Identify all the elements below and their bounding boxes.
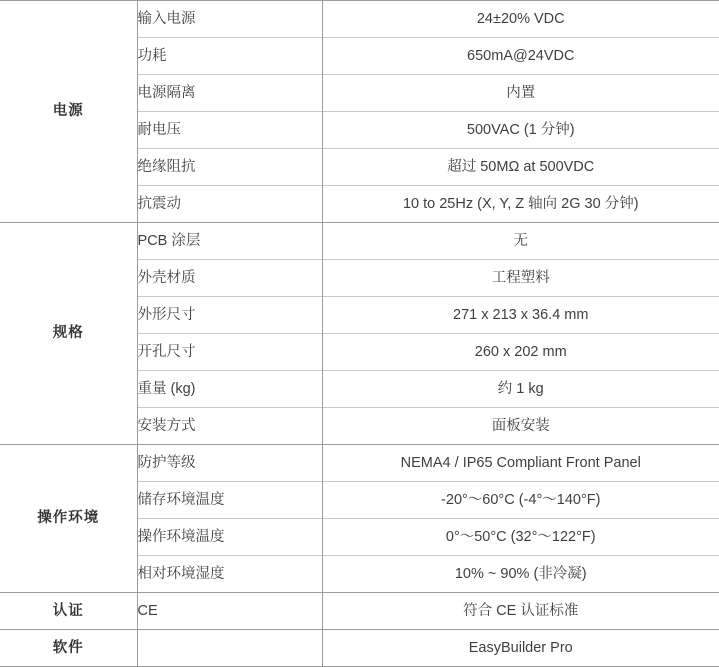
spec-value: 内置 [322,75,719,112]
spec-value: 260 x 202 mm [322,334,719,371]
spec-item: 外形尺寸 [137,297,322,334]
spec-item: CE [137,593,322,630]
spec-item: 功耗 [137,38,322,75]
spec-item: 电源隔离 [137,75,322,112]
spec-item: 抗震动 [137,186,322,223]
table-row [0,593,719,630]
spec-value: 面板安装 [322,408,719,445]
spec-value: 500VAC (1 分钟) [322,112,719,149]
spec-item: 重量 (kg) [137,371,322,408]
spec-value: 24±20% VDC [322,1,719,38]
spec-value: 10 to 25Hz (X, Y, Z 轴向 2G 30 分钟) [322,186,719,223]
spec-item: 安装方式 [137,408,322,445]
spec-value: 0°～50°C (32°～122°F) [322,519,719,556]
spec-value: 无 [322,223,719,260]
table-row [0,223,719,260]
spec-item: 外壳材质 [137,260,322,297]
spec-value: NEMA4 / IP65 Compliant Front Panel [322,445,719,482]
table-row [0,1,719,38]
group-label-certification: 认证 [0,593,137,630]
spec-value: 符合 CE 认证标准 [322,593,719,630]
spec-item: 耐电压 [137,112,322,149]
spec-item: 输入电源 [137,1,322,38]
group-label-software: 软件 [0,630,137,667]
spec-value: 工程塑料 [322,260,719,297]
spec-value: 超过 50MΩ at 500VDC [322,149,719,186]
spec-value: -20°～60°C (-4°～140°F) [322,482,719,519]
spec-value: EasyBuilder Pro [322,630,719,667]
spec-item [137,630,322,667]
group-label-power: 电源 [0,1,137,223]
group-label-specification: 规格 [0,223,137,445]
spec-item: PCB 涂层 [137,223,322,260]
spec-value: 约 1 kg [322,371,719,408]
spec-item: 绝缘阻抗 [137,149,322,186]
table-row [0,630,719,667]
spec-item: 操作环境温度 [137,519,322,556]
spec-item: 开孔尺寸 [137,334,322,371]
spec-item: 防护等级 [137,445,322,482]
spec-value: 10% ~ 90% (非冷凝) [322,556,719,593]
group-label-operating-environment: 操作环境 [0,445,137,593]
spec-value: 271 x 213 x 36.4 mm [322,297,719,334]
spec-value: 650mA@24VDC [322,38,719,75]
table-row [0,445,719,482]
spec-item: 储存环境温度 [137,482,322,519]
spec-item: 相对环境湿度 [137,556,322,593]
